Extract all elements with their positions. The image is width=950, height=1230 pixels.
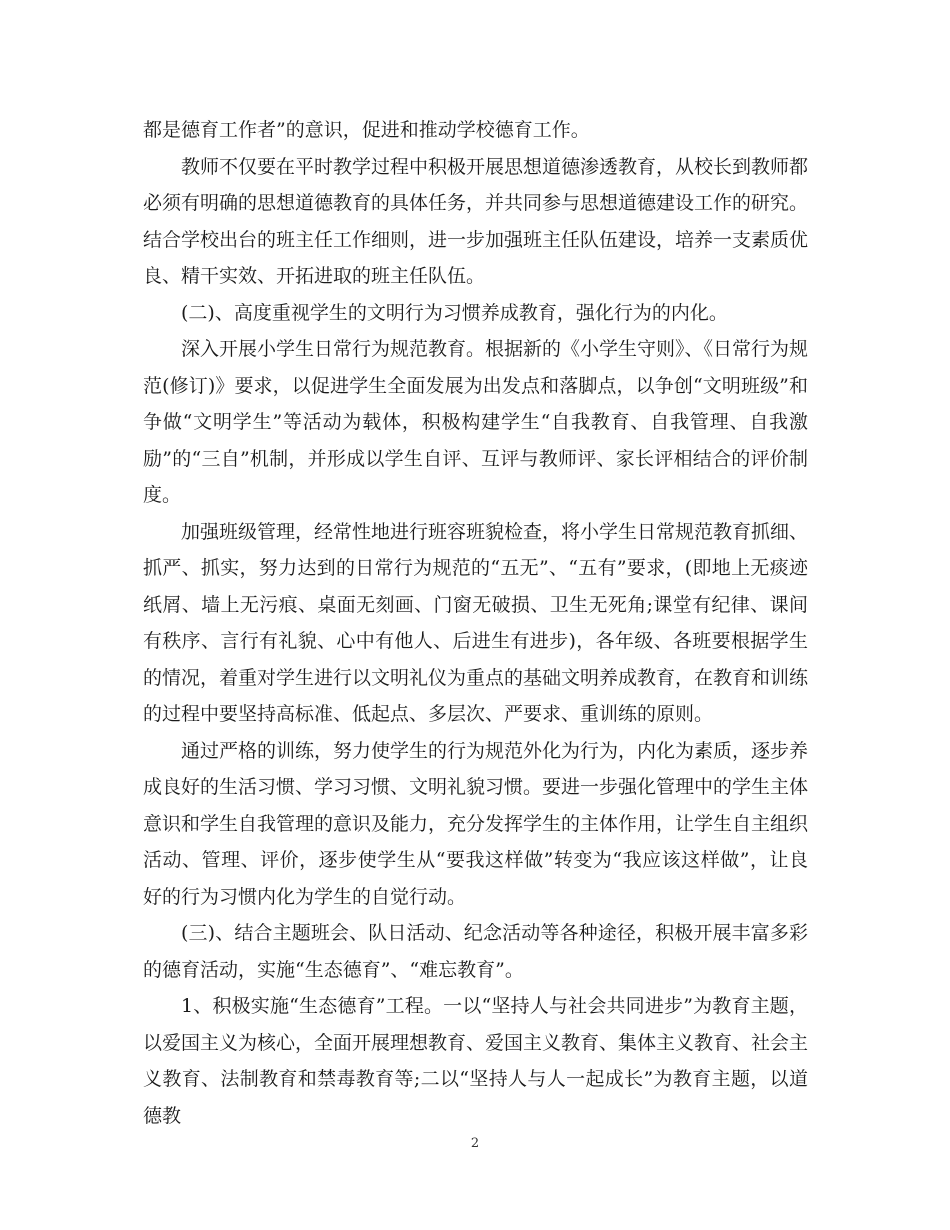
- document-body: [143, 112, 808, 1134]
- paragraph-6: 通过严格的训练，努力使学生的行为规范外化为行为，内化为素质，逐步养成良好的生活习惯、学习习惯、文明礼貌习惯。要进一步强化管理中的学生主体意识和学生自我管理的意识及能力，充分发挥学生的主体作用，让学生自主组织活动、管理、评价，逐步使学生从“要我这样做”转变为“我应该这样做”，让良好的行为习惯内化为学生的自觉行动。: [143, 739, 809, 908]
- paragraph-7-heading: (三)、结合主题班会、队日活动、纪念活动等各种途径，积极开展丰富多彩的德育活动，实施“生态德育”、“难忘教育”。: [143, 922, 808, 981]
- paragraph-5: 加强班级管理，经常性地进行班容班貌检查，将小学生日常规范教育抓细、抓严、抓实，努力达到的日常行为规范的“五无”、“五有”要求，(即地上无痰迹纸屑、墙上无污痕、桌面无刻画、门窗无破损、卫生无死角;课堂有纪律、课间有秩序、言行有礼貌、心中有他人、后进生有进步)，各年级、各班要根据学生的情况，着重对学生进行以文明礼仪为重点的基础文明养成教育，在教育和训练的过程中要坚持高标准、低起点、多层次、严要求、重训练的原则。: [143, 520, 809, 725]
- paragraph-3-heading: (二)、高度重视学生的文明行为习惯养成教育，强化行为的内化。: [181, 301, 728, 324]
- paragraph-8: 1、积极实施“生态德育”工程。一以“坚持人与社会共同进步”为教育主题，以爱国主义为核心，全面开展理想教育、爱国主义教育、集体主义教育、社会主义教育、法制教育和禁毒教育等;二以“坚持人与人一起成长”为教育主题，以道德教: [143, 995, 809, 1127]
- paragraph-4: 深入开展小学生日常行为规范教育。根据新的《小学生守则》、《日常行为规范(修订)》要求，以促进学生全面发展为出发点和落脚点，以争创“文明班级”和争做“文明学生”等活动为载体，积极构建学生“自我教育、自我管理、自我激励”的“三自”机制，并形成以学生自评、互评与教师评、家长评相结合的评价制度。: [143, 338, 809, 506]
- page-number: 2: [470, 1136, 480, 1151]
- paragraph-1: 都是德育工作者”的意识，促进和推动学校德育工作。: [143, 119, 590, 141]
- paragraph-2: 教师不仅要在平时教学过程中积极开展思想道德渗透教育，从校长到教师都必须有明确的思想道德教育的具体任务，并共同参与思想道德建设工作的研究。结合学校出台的班主任工作细则，进一步加强班主任队伍建设，培养一支素质优良、精干实效、开拓进取的班主任队伍。: [143, 155, 809, 287]
